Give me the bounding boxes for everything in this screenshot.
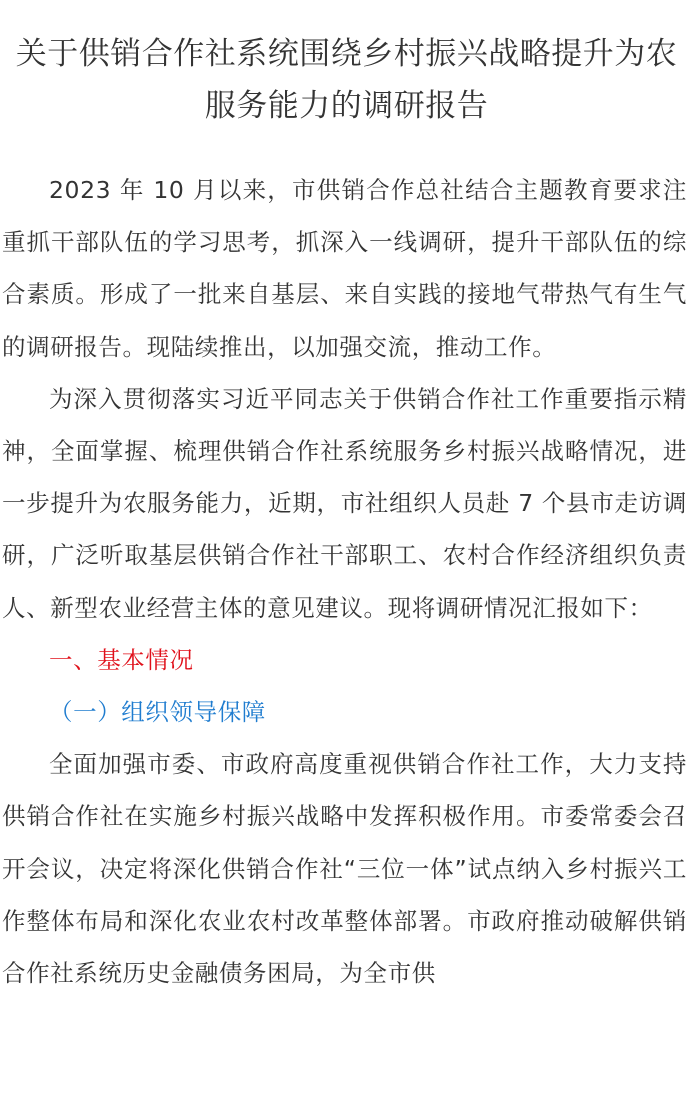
- subsection-heading-organization: （一）组织领导保障: [49, 698, 266, 727]
- article-body: [0, 164, 693, 999]
- section-paragraph: 全面加强市委、市政府高度重视供销合作社工作，大力支持供销合作社在实施乡村振兴战略中发挥积极作用。市委常委会召开会议，决定将深化供销合作社“三位一体”试点纳入乡村振兴工作整体布局和深化农业农村改革整体部署。市政府推动破解供销合作社系统历史金融债务困局，为全市供: [2, 750, 687, 988]
- section-heading-basic-situation: 一、基本情况: [49, 645, 194, 674]
- intro-paragraph: 2023 年 10 月以来，市供销合作总社结合主题教育要求注重抓干部队伍的学习思考，抓深入一线调研，提升干部队伍的综合素质。形成了一批来自基层、来自实践的接地气带热气有生气的调研报告。现陆续推出，以加强交流，推动工作。: [2, 176, 687, 361]
- article-title: 关于供销合作社系统围绕乡村振兴战略提升为农服务能力的调研报告: [15, 36, 678, 124]
- background-paragraph: 为深入贯彻落实习近平同志关于供销合作社工作重要指示精神，全面掌握、梳理供销合作社系统服务乡村振兴战略情况，进一步提升为农服务能力，近期，市社组织人员赴 7 个县市走访调研，广泛听取基层供销合作社干部职工、农村合作经济组织负责人、新型农业经营主体的意见建议。现将调研情况汇报如下：: [2, 384, 687, 622]
